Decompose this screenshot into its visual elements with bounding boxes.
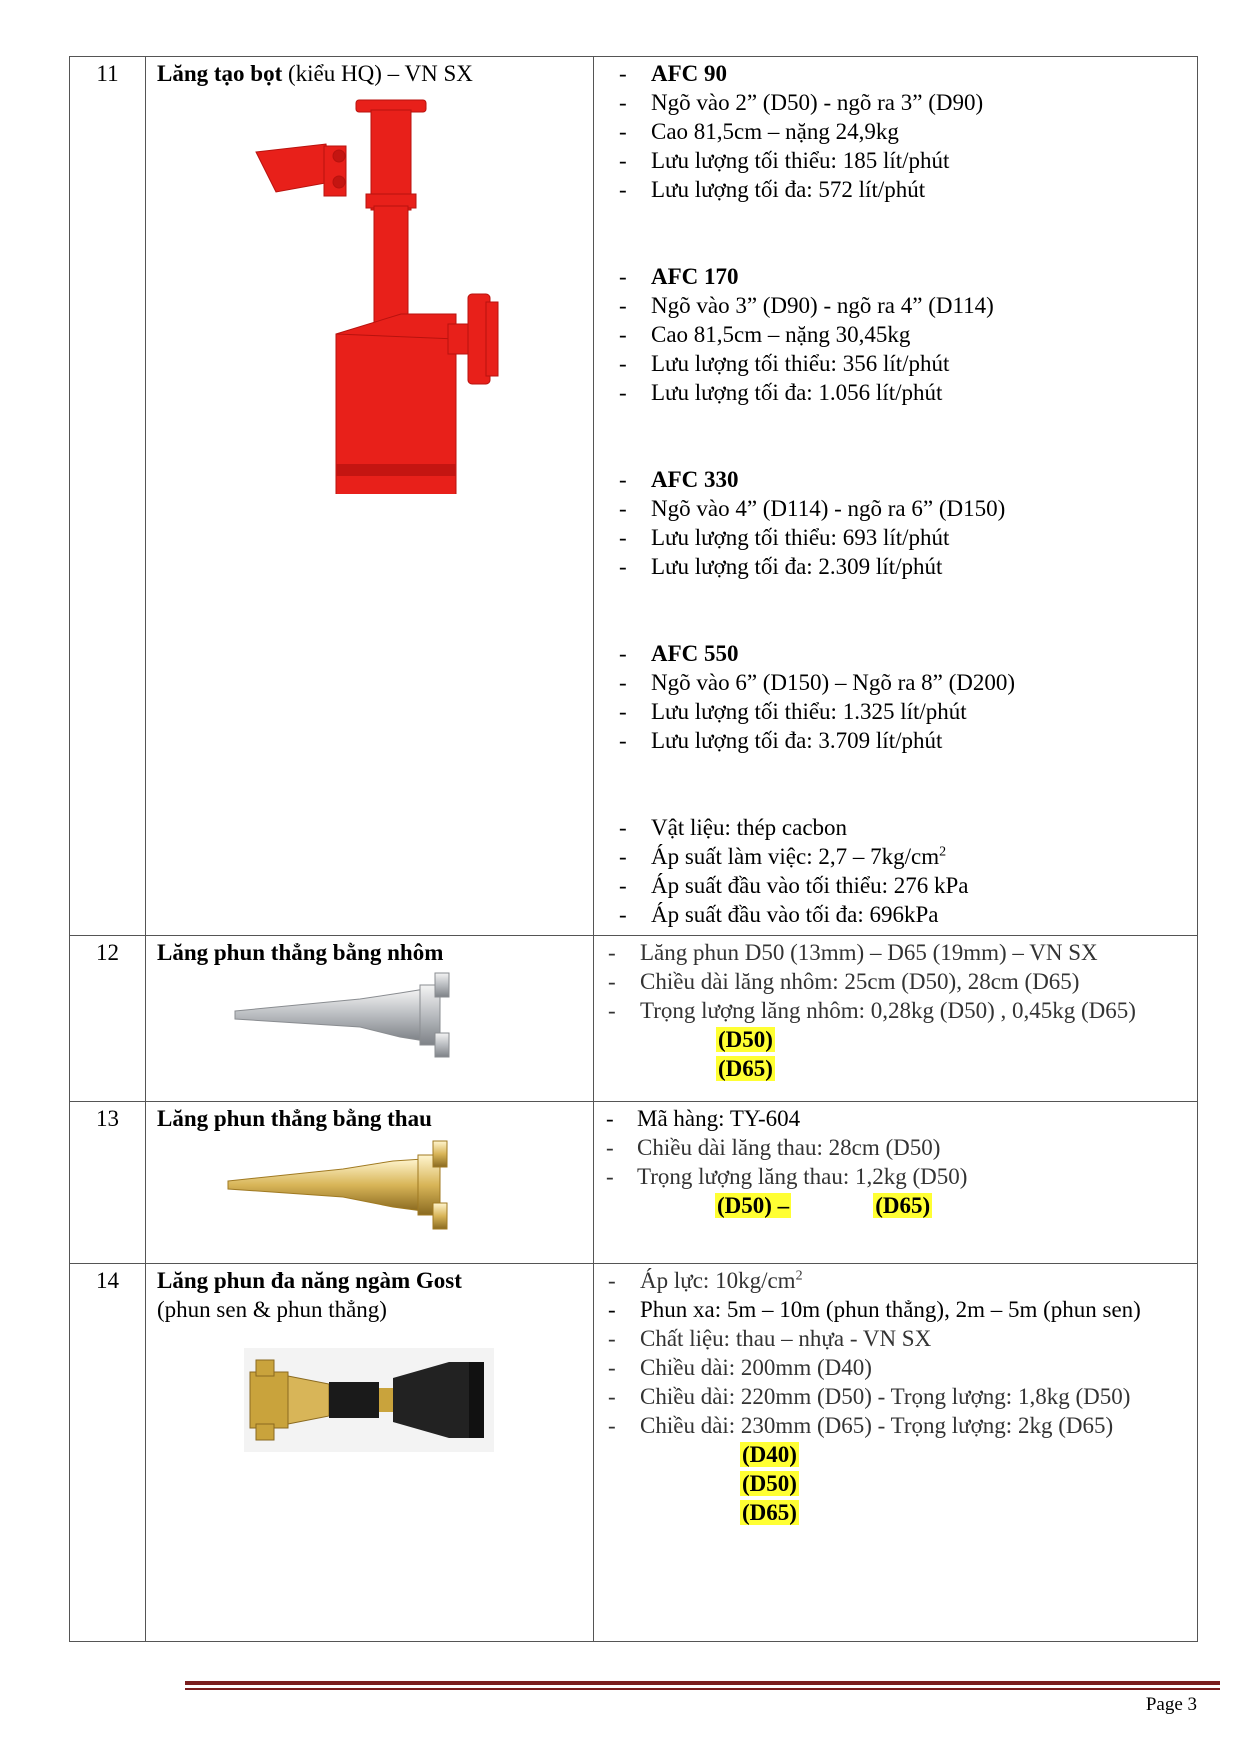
spec-group-title: AFC 550	[651, 641, 739, 666]
highlight-label: (D65)	[875, 1193, 931, 1218]
spec-item: - Cao 81,5cm – nặng 24,9kg	[594, 117, 1197, 146]
pressure-unit-sup: 2	[939, 844, 947, 860]
spec-item: - Chiều dài: 200mm (D40)	[594, 1353, 1197, 1382]
spec-cell	[594, 936, 1198, 1102]
spec-item: - Lưu lượng tối thiểu: 1.325 lít/phút	[594, 697, 1197, 726]
spec-list	[594, 1266, 1197, 1440]
product-name-sub: (phun sen & phun thẳng)	[157, 1297, 387, 1322]
spec-item: - Chiều dài lăng thau: 28cm (D50)	[594, 1133, 1197, 1162]
spec-group-title: AFC 170	[651, 264, 739, 289]
spec-list-afc90	[594, 59, 1197, 204]
spec-item: - Chiều dài: 220mm (D50) - Trọng lượng: 1,8kg (D50)	[594, 1382, 1197, 1411]
spec-item: - Ngõ vào 2” (D50) - ngõ ra 3” (D90)	[594, 88, 1197, 117]
brass-nozzle-image	[223, 1135, 463, 1235]
row-number: 14	[70, 1264, 146, 1642]
product-name-cell	[146, 57, 594, 936]
spec-item: - Vật liệu: thép cacbon	[594, 813, 1197, 842]
spec-list-afc170	[594, 262, 1197, 407]
spec-group-title: AFC 330	[651, 467, 739, 492]
product-name-cell	[146, 1102, 594, 1264]
spec-cell	[594, 1102, 1198, 1264]
spec-list	[594, 1104, 1197, 1191]
spec-item: - Áp suất đầu vào tối đa: 696kPa	[594, 900, 1197, 929]
spec-item: - Lưu lượng tối đa: 1.056 lít/phút	[594, 378, 1197, 407]
spec-item: - Lưu lượng tối đa: 2.309 lít/phút	[594, 552, 1197, 581]
product-name-cell	[146, 1264, 594, 1642]
product-name-rest: (kiểu HQ) – VN SX	[282, 61, 473, 86]
spec-item: - Lăng phun D50 (13mm) – D65 (19mm) – VN SX	[594, 938, 1197, 967]
highlight-label: (D50)	[718, 1027, 773, 1052]
highlight-label: (D65)	[742, 1500, 797, 1525]
spec-item-pressure	[594, 1266, 1197, 1295]
row-number: 11	[70, 57, 146, 936]
product-name	[157, 59, 585, 88]
spec-item: - Chiều dài: 230mm (D65) - Trọng lượng: 2kg (D65)	[594, 1411, 1197, 1440]
product-table	[69, 56, 1198, 1642]
spec-item: - Lưu lượng tối đa: 572 lít/phút	[594, 175, 1197, 204]
spec-cell	[594, 57, 1198, 936]
spec-item: - Cao 81,5cm – nặng 30,45kg	[594, 320, 1197, 349]
product-name-cell	[146, 936, 594, 1102]
spec-item: - Chất liệu: thau – nhựa - VN SX	[594, 1324, 1197, 1353]
multipurpose-nozzle-image	[244, 1348, 494, 1452]
spec-item: - Ngõ vào 3” (D90) - ngõ ra 4” (D114)	[594, 291, 1197, 320]
pressure-unit-sup: 2	[795, 1268, 803, 1284]
spec-item: - Ngõ vào 6” (D150) – Ngõ ra 8” (D200)	[594, 668, 1197, 697]
spec-item: - Ngõ vào 4” (D114) - ngõ ra 6” (D150)	[594, 494, 1197, 523]
spec-list-afc330	[594, 465, 1197, 581]
table-row	[70, 1264, 1198, 1642]
product-name: Lăng phun thẳng bằng nhôm	[157, 940, 444, 965]
highlight-label: (D65)	[718, 1056, 773, 1081]
footer-rule	[185, 1681, 1220, 1685]
spec-item: - Lưu lượng tối thiểu: 693 lít/phút	[594, 523, 1197, 552]
row-number: 12	[70, 936, 146, 1102]
product-name: Lăng phun thẳng bằng thau	[157, 1106, 432, 1131]
spec-list-afc550	[594, 639, 1197, 755]
spec-item: - Lưu lượng tối thiểu: 185 lít/phút	[594, 146, 1197, 175]
spec-item: - Trọng lượng lăng nhôm: 0,28kg (D50) , 0,45kg (D65)	[594, 996, 1197, 1025]
spec-cell	[594, 1264, 1198, 1642]
highlight-label: (D50) –	[717, 1193, 790, 1218]
footer-rule-thin	[185, 1688, 1220, 1690]
spec-item: - Mã hàng: TY-604	[594, 1104, 1197, 1133]
spec-item: - Áp suất đầu vào tối thiểu: 276 kPa	[594, 871, 1197, 900]
spec-item: - Lưu lượng tối thiểu: 356 lít/phút	[594, 349, 1197, 378]
table-row	[70, 1102, 1198, 1264]
aluminum-nozzle-image	[230, 969, 470, 1061]
table-row	[70, 936, 1198, 1102]
spec-item: - Lưu lượng tối đa: 3.709 lít/phút	[594, 726, 1197, 755]
pressure-text: Áp suất làm việc: 2,7 – 7kg/cm	[651, 844, 940, 869]
foam-nozzle-image	[236, 94, 506, 494]
table-row	[70, 57, 1198, 936]
spec-item-pressure	[594, 842, 1197, 871]
highlight-label: (D40)	[742, 1442, 797, 1467]
pressure-text: Áp lực: 10kg/cm	[640, 1268, 796, 1293]
product-name-bold: Lăng tạo bọt	[157, 61, 283, 86]
spec-group-title: AFC 90	[651, 61, 728, 86]
spec-item: - Chiều dài lăng nhôm: 25cm (D50), 28cm (D65)	[594, 967, 1197, 996]
spec-list	[594, 938, 1197, 1025]
spec-item: - Phun xa: 5m – 10m (phun thẳng), 2m – 5m (phun sen)	[594, 1295, 1197, 1324]
spec-list-general	[594, 813, 1197, 929]
highlight-label: (D50)	[742, 1471, 797, 1496]
page-number: Page 3	[1145, 1694, 1197, 1715]
product-name: Lăng phun đa năng ngàm Gost	[157, 1268, 462, 1293]
row-number: 13	[70, 1102, 146, 1264]
spec-item: - Trọng lượng lăng thau: 1,2kg (D50)	[594, 1162, 1197, 1191]
